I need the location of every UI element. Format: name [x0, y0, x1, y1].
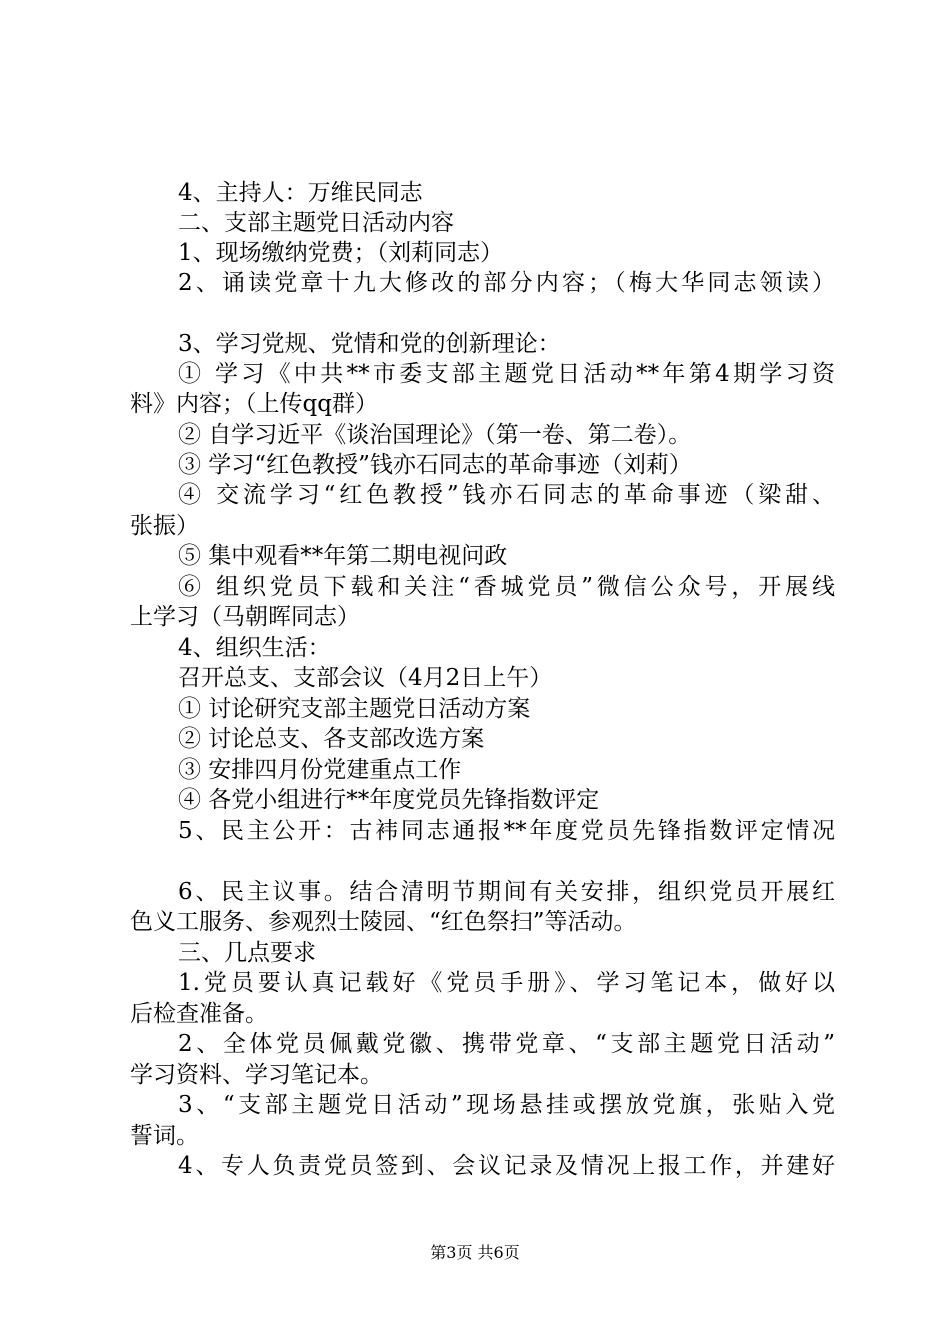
- text-line: 2、全体党员佩戴党徽、携带党章、“支部主题党日活动”: [178, 1031, 835, 1057]
- text-line: ⑤ 集中观看**年第二期电视问政: [178, 543, 508, 569]
- text-line: 张振）: [130, 513, 199, 539]
- text-line: 色义工服务、参观烈士陵园、“红色祭扫”等活动。: [130, 909, 637, 935]
- text-line: 1.党员要认真记载好《党员手册》、学习笔记本，做好以: [178, 970, 835, 996]
- text-line: 上学习（马朝晖同志）: [130, 604, 360, 630]
- text-line: 誓词。: [130, 1123, 199, 1149]
- text-line: ② 自学习近平《谈治国理论》（第一卷、第二卷）。: [178, 422, 692, 448]
- text-line: 学习资料、学习笔记本。: [130, 1062, 383, 1088]
- page-number-footer: 第3页 共6页: [430, 1243, 520, 1262]
- text-line: ⑥ 组织党员下载和关注“香城党员”微信公众号，开展线: [178, 574, 835, 600]
- text-line: 4、主持人：万维民同志: [178, 180, 423, 206]
- text-line: ④ 交流学习“红色教授”钱亦石同志的革命事迹（梁甜、: [178, 482, 835, 508]
- text-line: ① 讨论研究支部主题党日活动方案: [178, 696, 531, 722]
- text-line: 3、学习党规、党情和党的创新理论：: [178, 331, 561, 357]
- text-line: ② 讨论总支、各支部改选方案: [178, 726, 485, 752]
- text-line: 召开总支、支部会议（4月2日上午）: [178, 665, 553, 691]
- text-line: 4、专人负责党员签到、会议记录及情况上报工作，并建好: [178, 1153, 835, 1179]
- text-line: 4、组织生活：: [178, 635, 331, 661]
- text-line: 1、现场缴纳党费；（刘莉同志）: [178, 240, 504, 266]
- section-heading: 二、支部主题党日活动内容: [178, 210, 454, 236]
- section-heading: 三、几点要求: [178, 940, 316, 966]
- text-line: 6、民主议事。结合清明节期间有关安排，组织党员开展红: [178, 879, 835, 905]
- text-line: 5、民主公开：古袆同志通报**年度党员先锋指数评定情况: [178, 818, 835, 844]
- text-line: ④ 各党小组进行**年度党员先锋指数评定: [178, 787, 600, 813]
- text-line: ③ 学习“红色教授”钱亦石同志的革命事迹（刘莉）: [178, 452, 692, 478]
- text-line: 后检查准备。: [130, 1001, 268, 1027]
- text-line: 2、诵读党章十九大修改的部分内容；（梅大华同志领读）: [178, 270, 835, 296]
- text-line: 3、“支部主题党日活动”现场悬挂或摆放党旗，张贴入党: [178, 1092, 835, 1118]
- text-line: ① 学习《中共**市委支部主题党日活动**年第4期学习资: [178, 361, 835, 387]
- text-line: 料》内容；（上传qq群）: [130, 391, 378, 417]
- text-line: ③ 安排四月份党建重点工作: [178, 757, 462, 783]
